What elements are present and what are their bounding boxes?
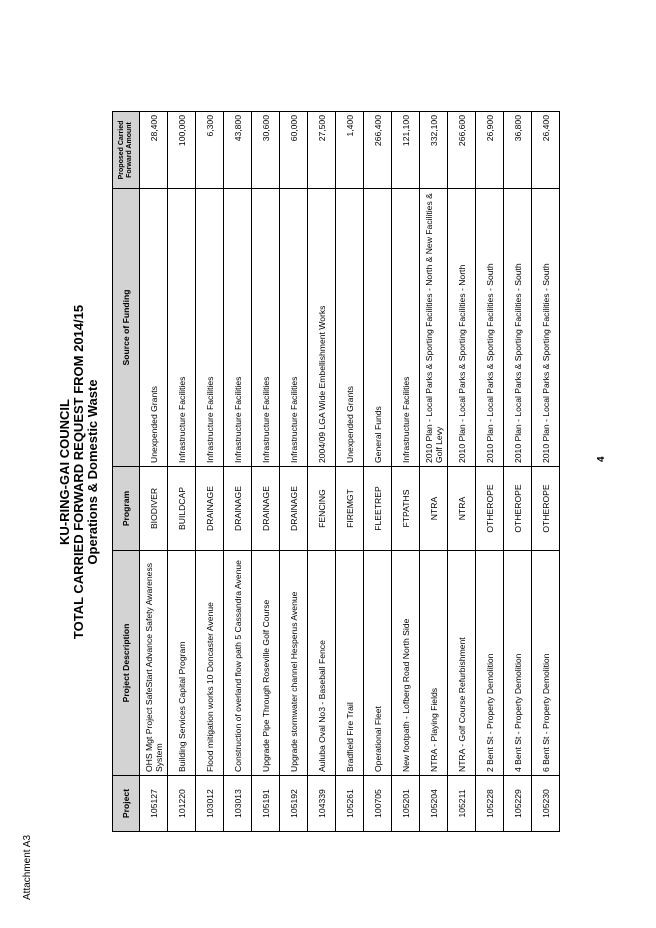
amount-cell: 121,100 [392,112,420,189]
amount-cell: 266,400 [364,112,392,189]
header-project: Project [113,776,140,832]
description-cell: Bradfield Fire Trail [336,551,364,776]
description-cell: OHS Mgt Project SafeStart Advance Safety Awareness System [140,551,168,776]
program-cell: DRAINAGE [224,467,252,551]
description-cell: Flood mitigation works 10 Doncaster Avenue [196,551,224,776]
description-cell: 6 Bent St - Property Demolition [532,551,560,776]
amount-cell: 27,500 [308,112,336,189]
source-cell: Infrastructure Facilities [392,189,420,467]
source-cell: 2010 Plan - Local Parks & Sporting Facilities - South [532,189,560,467]
amount-cell: 266,600 [448,112,476,189]
source-cell: Infrastructure Facilities [224,189,252,467]
table-row [476,112,504,832]
program-cell: FIREMGT [336,467,364,551]
project-cell: 105192 [280,776,308,832]
council-title: KU-RING-GAI COUNCIL [57,399,72,545]
program-cell: OTHEROPE [532,467,560,551]
project-cell: 105230 [532,776,560,832]
description-cell: Upgrade Pipe Through Roseville Golf Course [252,551,280,776]
table-row [196,112,224,832]
table-row [504,112,532,832]
source-cell: 2010 Plan - Local Parks & Sporting Facilities - North [448,189,476,467]
program-cell: FTPATHS [392,467,420,551]
table-row [308,112,336,832]
description-cell: NTRA - Golf Course Refurbishment [448,551,476,776]
amount-cell: 26,400 [532,112,560,189]
table-row [168,112,196,832]
source-cell: General Funds [364,189,392,467]
project-cell: 105127 [140,776,168,832]
program-cell: NTRA [448,467,476,551]
description-cell: Building Services Capital Program [168,551,196,776]
program-cell: FENCING [308,467,336,551]
program-cell: DRAINAGE [252,467,280,551]
amount-cell: 43,800 [224,112,252,189]
page-number: 4 [596,456,607,462]
carried-forward-table [112,111,560,832]
source-cell: Unexpended Grants [336,189,364,467]
description-cell: Auluba Oval No3 - Baseball Fence [308,551,336,776]
program-cell: BIODIVER [140,467,168,551]
attachment-label: Attachment A3 [22,834,33,900]
description-cell: 4 Bent St - Property Demolition [504,551,532,776]
description-cell: Upgrade stormwater channel Hesperus Avenue [280,551,308,776]
source-cell: 2010 Plan - Local Parks & Sporting Facilities - South [476,189,504,467]
amount-cell: 1,400 [336,112,364,189]
header-amount-line2: Forward Amount [126,122,133,178]
program-cell: OTHEROPE [476,467,504,551]
source-cell: Unexpended Grants [140,189,168,467]
project-cell: 105229 [504,776,532,832]
source-cell: 2010 Plan - Local Parks & Sporting Facilities - North & New Facilities & Golf Levy [420,189,448,467]
report-header [58,112,100,832]
description-cell: NTRA - Playing Fields [420,551,448,776]
source-cell: 2004/09 LGA Wide Embellishment Works [308,189,336,467]
header-source: Source of Funding [113,189,140,467]
program-cell: BUILDCAP [168,467,196,551]
table-row [224,112,252,832]
project-cell: 105211 [448,776,476,832]
header-amount-line1: Proposed Carried [118,120,125,180]
header-description: Project Description [113,551,140,776]
report-subtitle: Operations & Domestic Waste [85,379,100,565]
table-header-row [113,112,140,832]
program-cell: OTHEROPE [504,467,532,551]
table-row [448,112,476,832]
project-cell: 103012 [196,776,224,832]
report-page [57,112,551,832]
program-cell: FLEETREP [364,467,392,551]
program-cell: NTRA [420,467,448,551]
source-cell: 2010 Plan - Local Parks & Sporting Facilities - South [504,189,532,467]
program-cell: DRAINAGE [196,467,224,551]
table-row [364,112,392,832]
table-row [420,112,448,832]
amount-cell: 100,000 [168,112,196,189]
table-row [252,112,280,832]
table-row [392,112,420,832]
amount-cell: 30,600 [252,112,280,189]
description-cell: Construction of overland flow path 5 Cassandra Avenue [224,551,252,776]
source-cell: Infrastructure Facilities [280,189,308,467]
project-cell: 103013 [224,776,252,832]
project-cell: 104339 [308,776,336,832]
program-cell: DRAINAGE [280,467,308,551]
description-cell: 2 Bent St - Property Demolition [476,551,504,776]
description-cell: New footpath - Lofberg Road North Side [392,551,420,776]
amount-cell: 6,300 [196,112,224,189]
project-cell: 105204 [420,776,448,832]
amount-cell: 26,900 [476,112,504,189]
project-cell: 101220 [168,776,196,832]
table-row [280,112,308,832]
source-cell: Infrastructure Facilities [196,189,224,467]
table-body [140,112,560,832]
source-cell: Infrastructure Facilities [252,189,280,467]
project-cell: 105228 [476,776,504,832]
amount-cell: 60,000 [280,112,308,189]
project-cell: 105191 [252,776,280,832]
header-program: Program [113,467,140,551]
project-cell: 105201 [392,776,420,832]
table-row [140,112,168,832]
description-cell: Operational Fleet [364,551,392,776]
header-amount [113,112,140,189]
table-row [532,112,560,832]
report-title: TOTAL CARRIED FORWARD REQUEST FROM 2014/15 [71,304,86,640]
amount-cell: 332,100 [420,112,448,189]
amount-cell: 28,400 [140,112,168,189]
project-cell: 105261 [336,776,364,832]
table-row [336,112,364,832]
amount-cell: 36,800 [504,112,532,189]
project-cell: 100705 [364,776,392,832]
source-cell: Infrastructure Facilities [168,189,196,467]
